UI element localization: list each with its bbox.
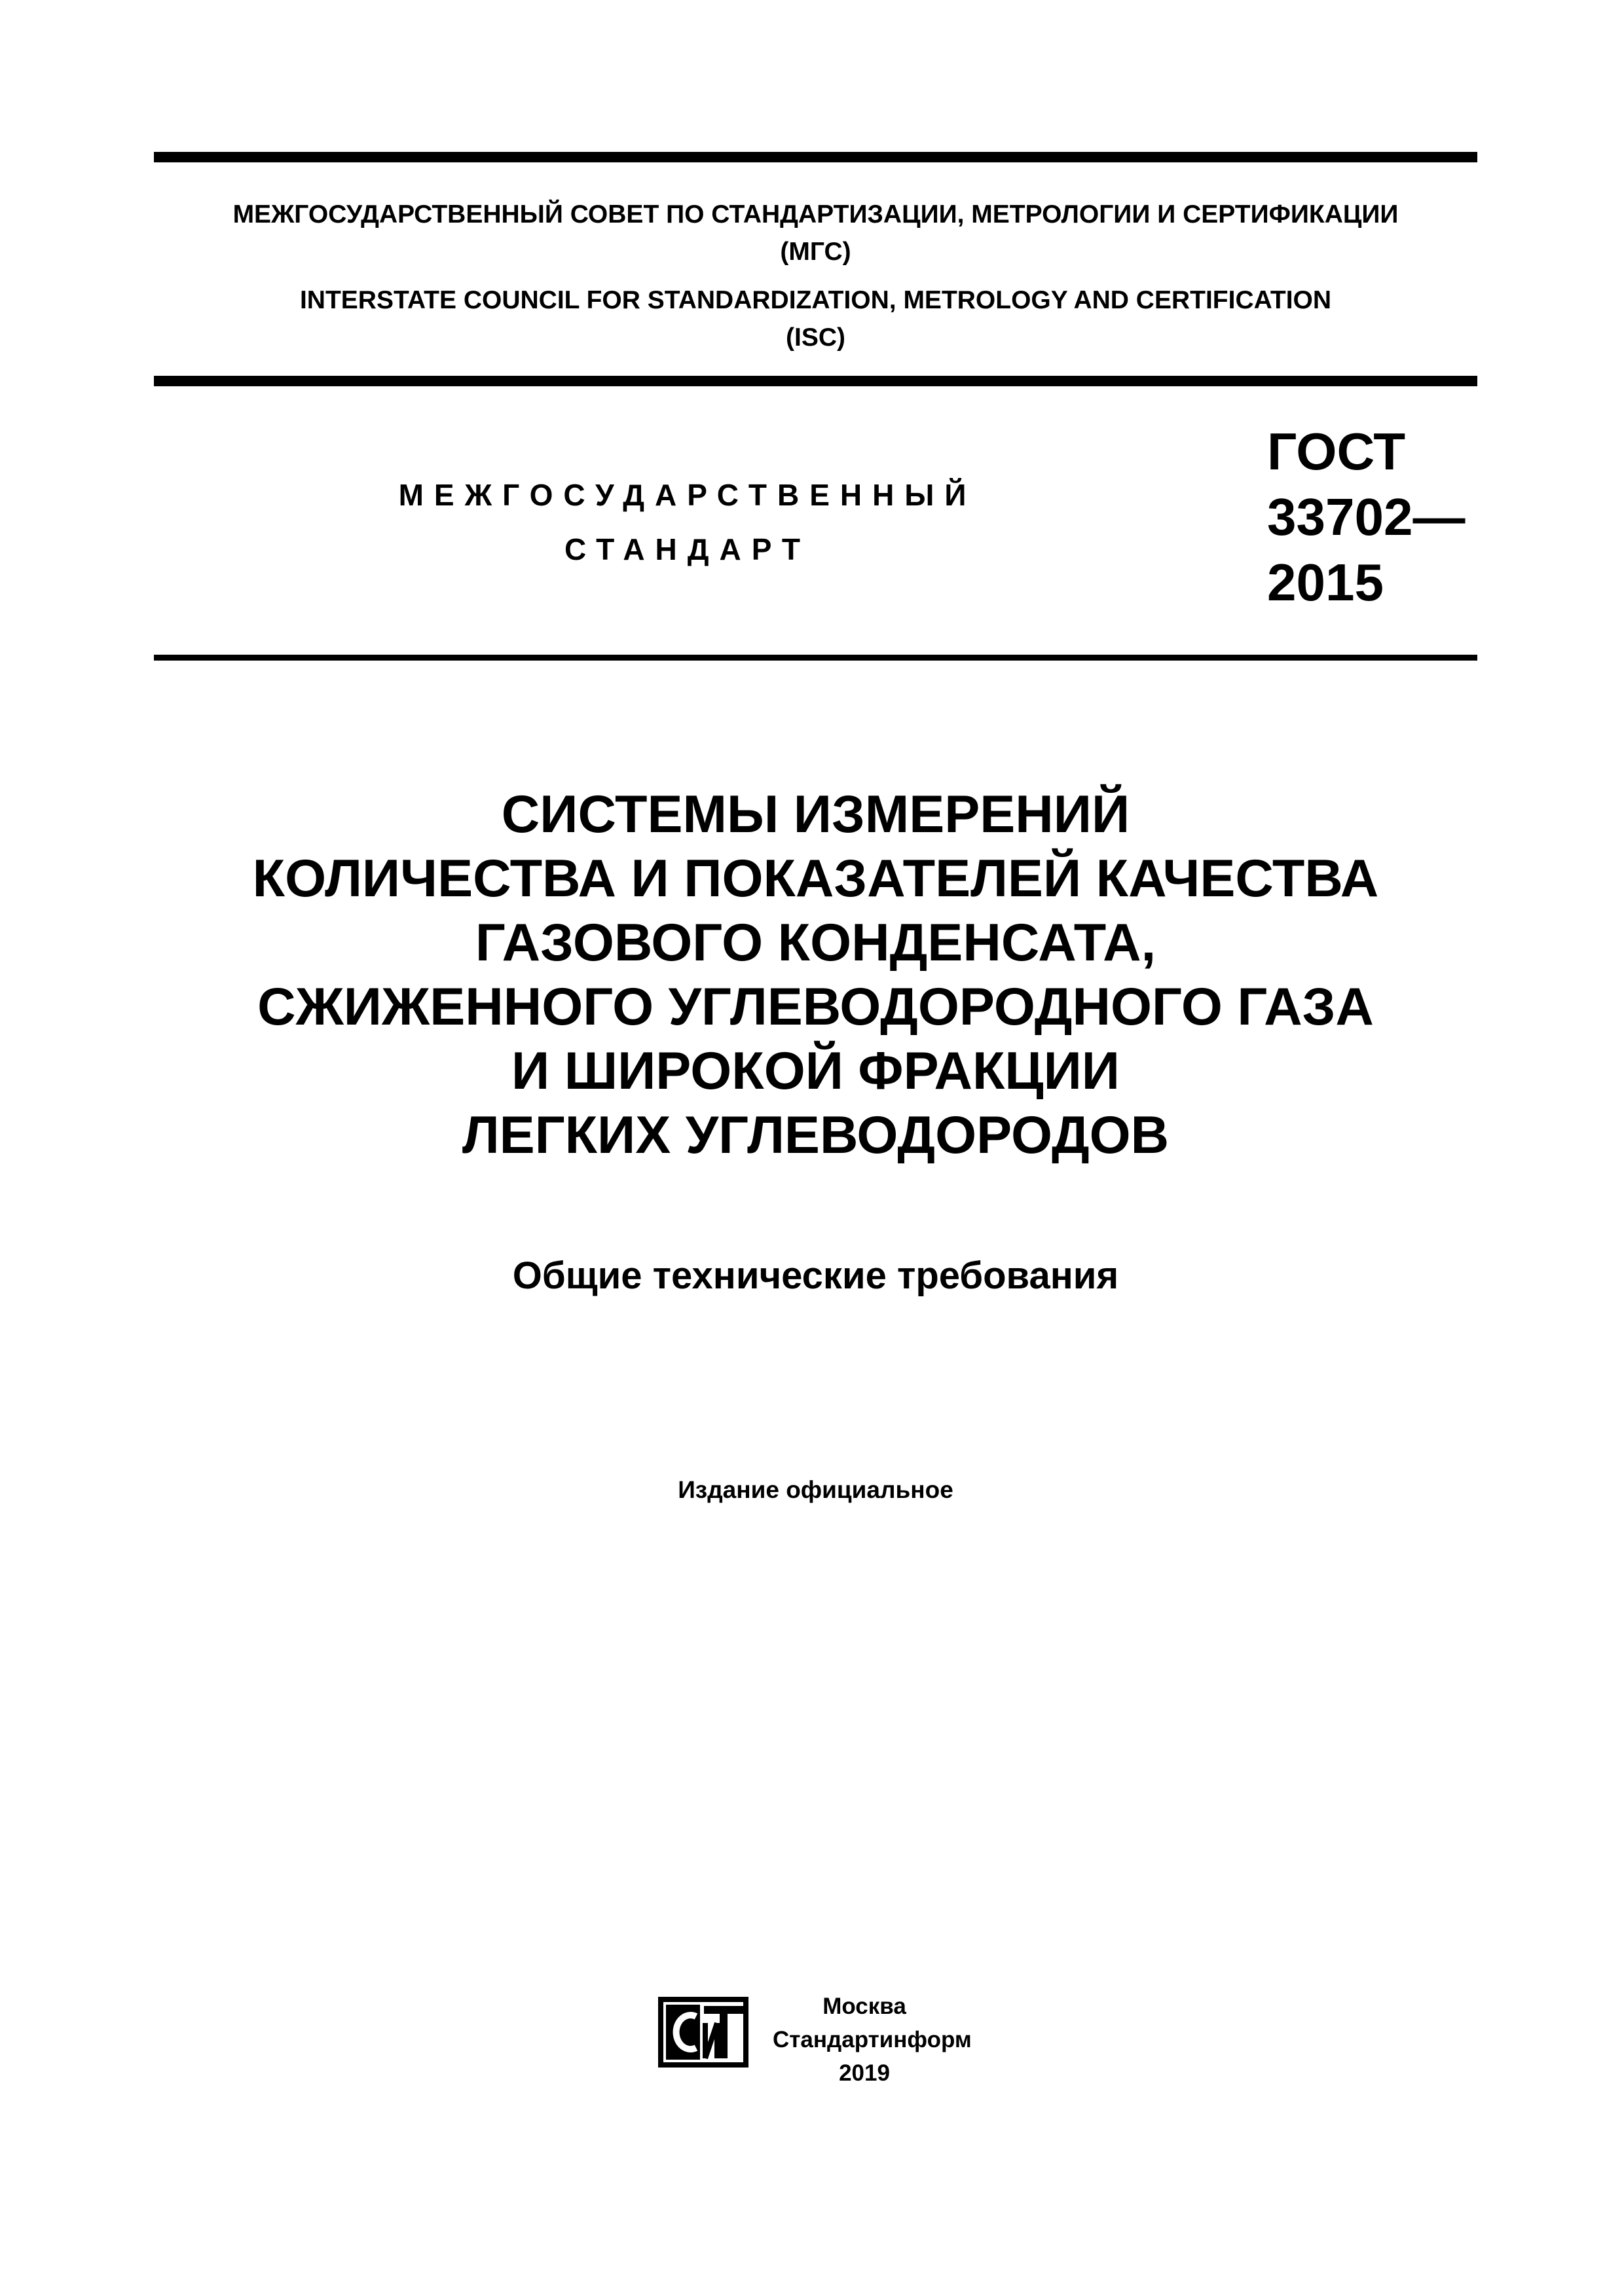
title-line: КОЛИЧЕСТВА И ПОКАЗАТЕЛЕЙ КАЧЕСТВА	[252, 849, 1379, 908]
title-line: СЖИЖЕННОГО УГЛЕВОДОРОДНОГО ГАЗА	[257, 977, 1374, 1036]
council-abbr-en: (ISC)	[786, 323, 845, 352]
title-line: СИСТЕМЫ ИЗМЕРЕНИЙ	[501, 785, 1130, 844]
top-divider	[154, 152, 1477, 162]
standard-kind-line2: СТАНДАРТ	[564, 532, 811, 566]
council-name-ru: МЕЖГОСУДАРСТВЕННЫЙ СОВЕТ ПО СТАНДАРТИЗАЦИИ, МЕТРОЛОГИИ И СЕРТИФИКАЦИИ	[232, 200, 1399, 228]
standard-designation	[1267, 419, 1465, 615]
standard-number: 33702—	[1267, 488, 1466, 546]
council-header	[154, 196, 1477, 356]
standard-year: 2015	[1267, 553, 1384, 611]
title-line: ЛЕГКИХ УГЛЕВОДОРОДОВ	[462, 1106, 1170, 1165]
standartinform-logo-icon	[658, 1997, 748, 2068]
document-subtitle: Общие технические требования	[512, 1254, 1119, 1297]
title-line: ГАЗОВОГО КОНДЕНСАТА,	[475, 913, 1156, 972]
document-title	[154, 782, 1477, 1167]
council-abbr-ru: (МГС)	[780, 237, 851, 266]
publisher-city: Москва	[822, 1994, 906, 2019]
edition-note: Издание официальное	[678, 1476, 953, 1503]
publisher-year: 2019	[839, 2060, 890, 2086]
title-line: И ШИРОКОЙ ФРАКЦИИ	[511, 1042, 1120, 1101]
council-name-en: INTERSTATE COUNCIL FOR STANDARDIZATION, METROLOGY AND CERTIFICATION	[299, 286, 1332, 315]
standard-kind-line1: МЕЖГОСУДАРСТВЕННЫЙ	[398, 478, 977, 512]
bottom-divider	[154, 655, 1477, 661]
standard-kind	[327, 468, 1048, 577]
publisher-imprint	[773, 1990, 972, 2090]
middle-divider	[154, 376, 1477, 386]
publisher-name: Стандартинформ	[773, 2026, 972, 2052]
standard-prefix: ГОСТ	[1267, 422, 1406, 481]
